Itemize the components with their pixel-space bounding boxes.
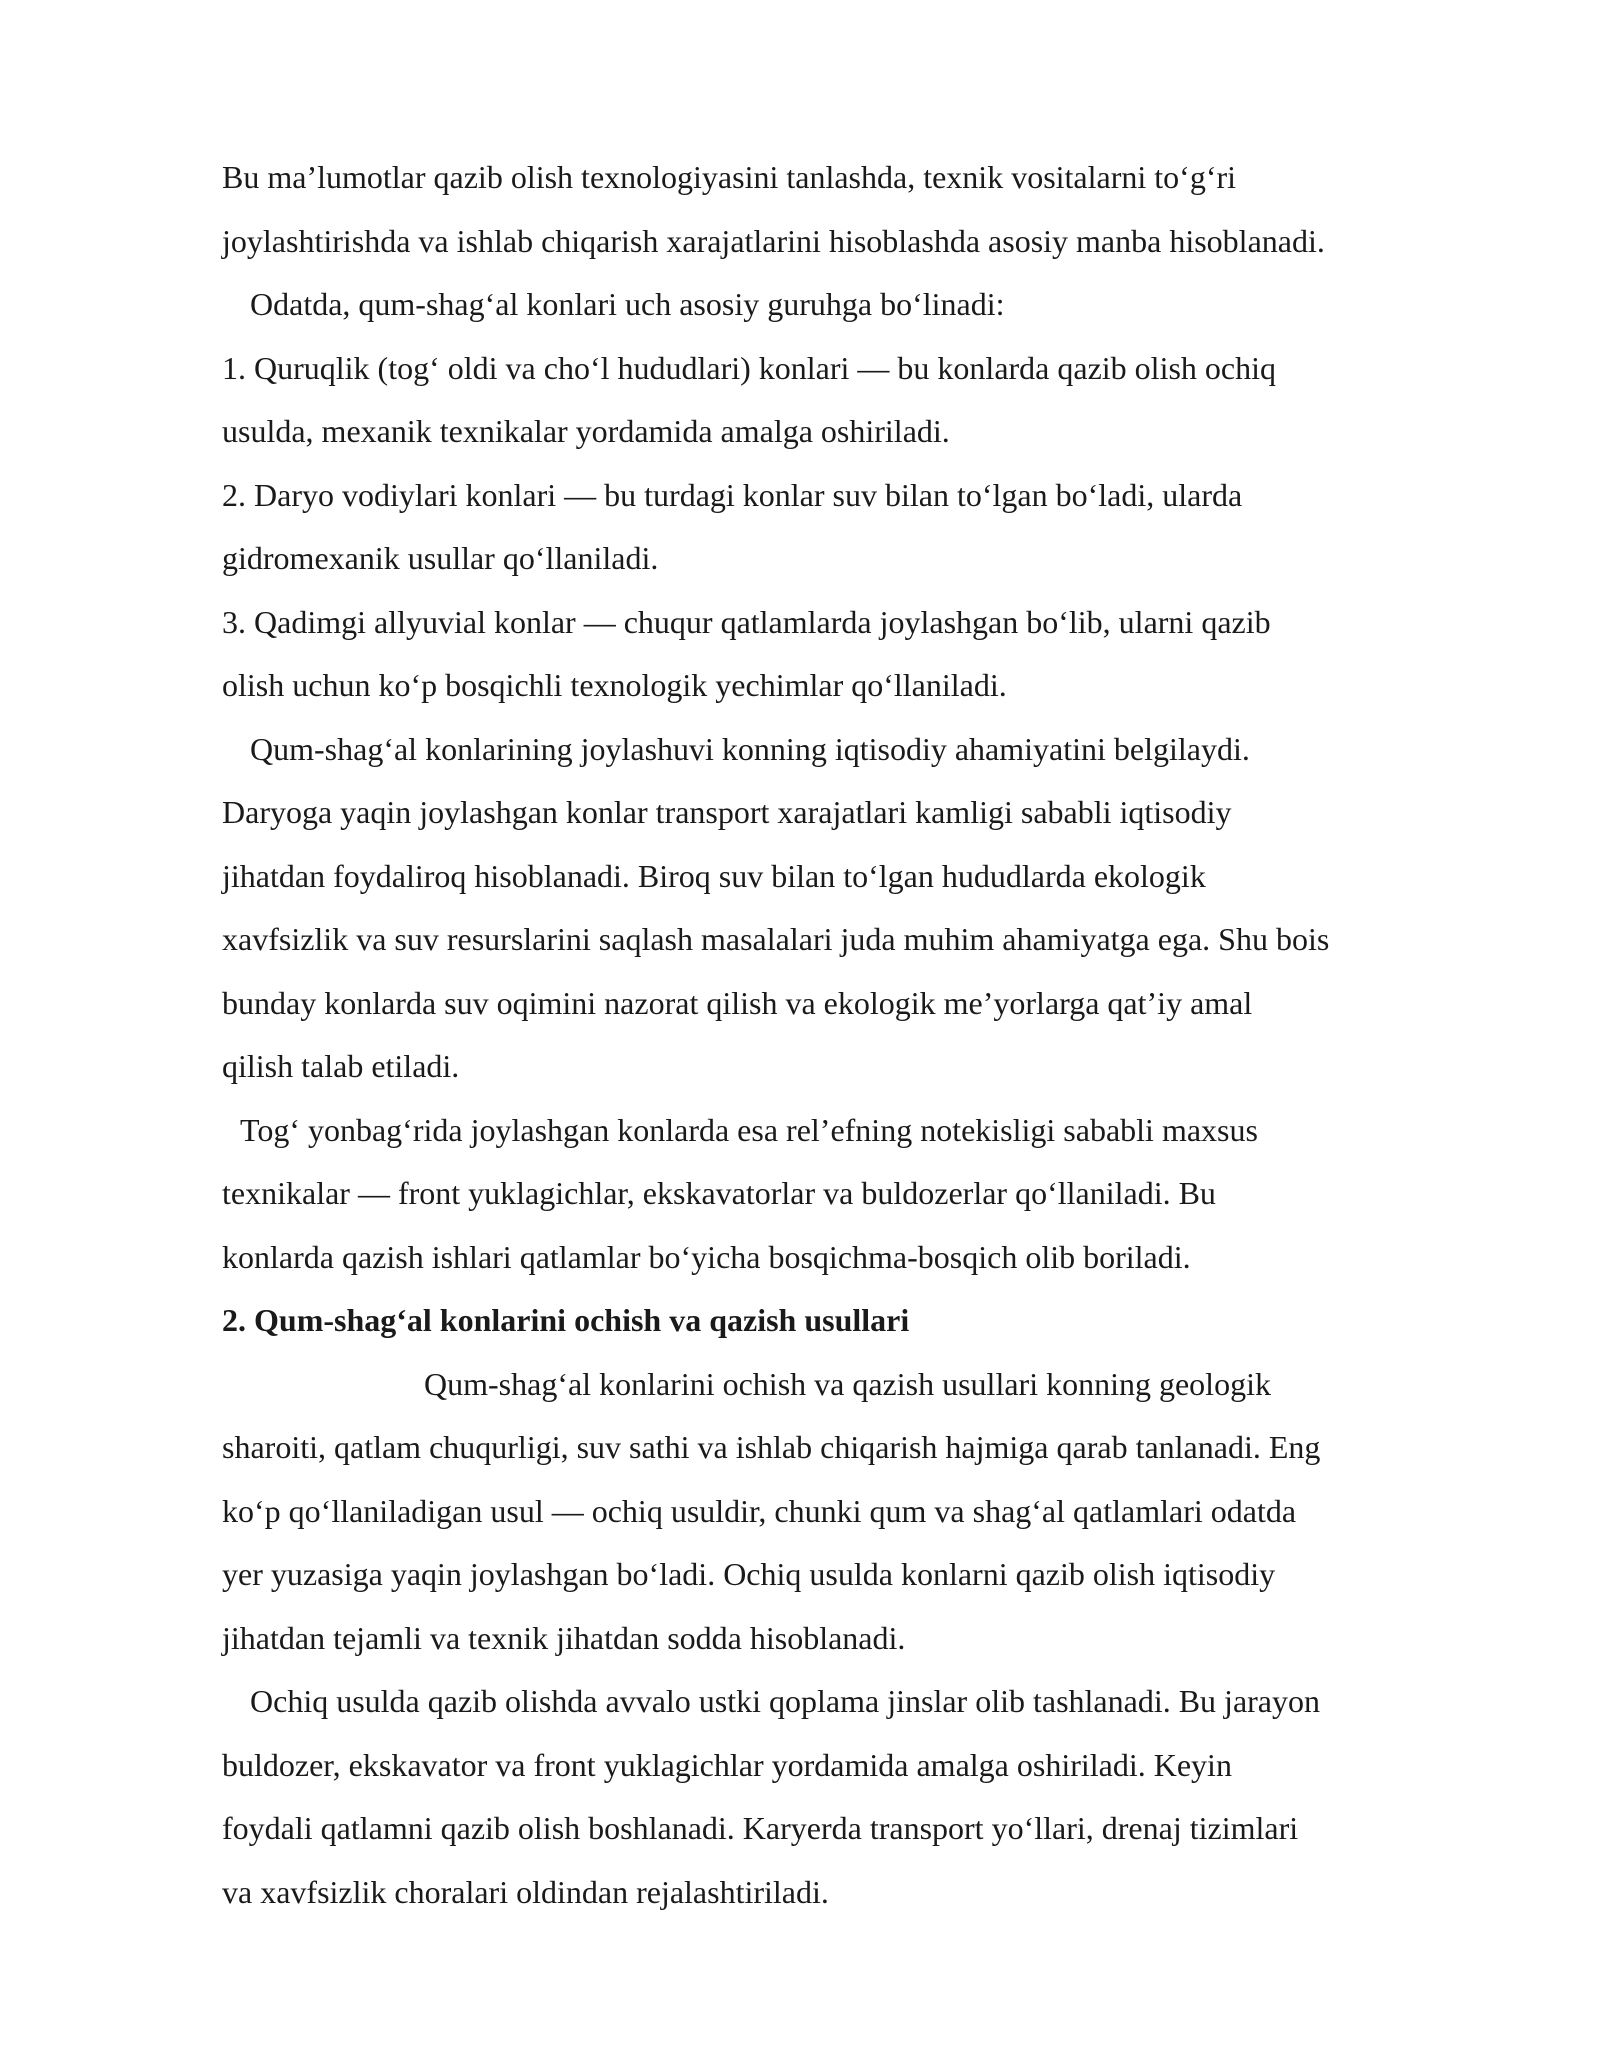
- text-line: Tog‘ yonbag‘rida joylashgan konlarda esa rel’efning notekisligi sababli maxsus: [240, 1111, 1258, 1148]
- text-line: va xavfsizlik choralari oldindan rejalashtiriladi.: [222, 1873, 829, 1910]
- text-line: gidromexanik usullar qo‘llaniladi.: [222, 540, 659, 576]
- text-line: qilish talab etiladi.: [222, 1048, 460, 1084]
- text-line: Qum-shag‘al konlarining joylashuvi konning iqtisodiy ahamiyatini belgilaydi.: [250, 730, 1250, 767]
- text-line: ko‘p qo‘llaniladigan usul — ochiq usuldir, chunki qum va shag‘al qatlamlari odatda: [222, 1492, 1297, 1529]
- text-line: texnikalar — front yuklagichlar, ekskavatorlar va buldozerlar qo‘llaniladi. Bu: [222, 1175, 1216, 1211]
- text-line: yer yuzasiga yaqin joylashgan bo‘ladi. Ochiq usulda konlarni qazib olish iqtisodiy: [222, 1556, 1276, 1592]
- text-line: joylashtirishda va ishlab chiqarish xarajatlarini hisoblashda asosiy manba hisoblanadi.: [222, 222, 1325, 259]
- text-line: usulda, mexanik texnikalar yordamida amalga oshiriladi.: [222, 413, 950, 449]
- text-line: Ochiq usulda qazib olishda avvalo ustki qoplama jinslar olib tashlanadi. Bu jarayon: [250, 1683, 1320, 1719]
- text-line: Bu ma’lumotlar qazib olish texnologiyasini tanlashda, texnik vositalarni to‘g‘ri: [222, 159, 1237, 195]
- text-line: olish uchun ko‘p bosqichli texnologik yechimlar qo‘llaniladi.: [222, 667, 1007, 703]
- text-line: sharoiti, qatlam chuqurligi, suv sathi va ishlab chiqarish hajmiga qarab tanlanadi. Eng: [222, 1429, 1321, 1465]
- text-line: bunday konlarda suv oqimini nazorat qilish va ekologik me’yorlarga qat’iy amal: [222, 984, 1253, 1021]
- text-line: jihatdan foydaliroq hisoblanadi. Biroq suv bilan to‘lgan hududlarda ekologik: [222, 857, 1206, 894]
- text-line: Daryoga yaqin joylashgan konlar transport xarajatlari kamligi sababli iqtisodiy: [222, 794, 1232, 830]
- list-item-2: 2. Daryo vodiylari konlari — bu turdagi konlar suv bilan to‘lgan bo‘ladi, ularda: [222, 476, 1243, 513]
- text-line: Qum-shag‘al konlarini ochish va qazish usullari konning geologik: [424, 1365, 1271, 1402]
- text-line: buldozer, ekskavator va front yuklagichlar yordamida amalga oshiriladi. Keyin: [222, 1746, 1232, 1783]
- text-line: jihatdan tejamli va texnik jihatdan sodda hisoblanadi.: [222, 1619, 906, 1656]
- document-body: [222, 146, 1522, 1924]
- text-line: xavfsizlik va suv resurslarini saqlash masalalari juda muhim ahamiyatga ega. Shu bois: [222, 921, 1330, 957]
- section-heading: 2. Qum-shag‘al konlarini ochish va qazish usullari: [222, 1302, 910, 1338]
- list-item-3: 3. Qadimgi allyuvial konlar — chuqur qatlamlarda joylashgan bo‘lib, ularni qazib: [222, 603, 1271, 640]
- list-item-1: 1. Quruqlik (tog‘ oldi va cho‘l hududlari) konlari — bu konlarda qazib olish ochiq: [222, 349, 1276, 386]
- text-line: konlarda qazish ishlari qatlamlar bo‘yicha bosqichma-bosqich olib boriladi.: [222, 1238, 1191, 1275]
- text-line: Odatda, qum-shag‘al konlari uch asosiy guruhga bo‘linadi:: [250, 286, 1005, 322]
- text-line: foydali qatlamni qazib olish boshlanadi. Karyerda transport yo‘llari, drenaj tizimlari: [222, 1810, 1299, 1846]
